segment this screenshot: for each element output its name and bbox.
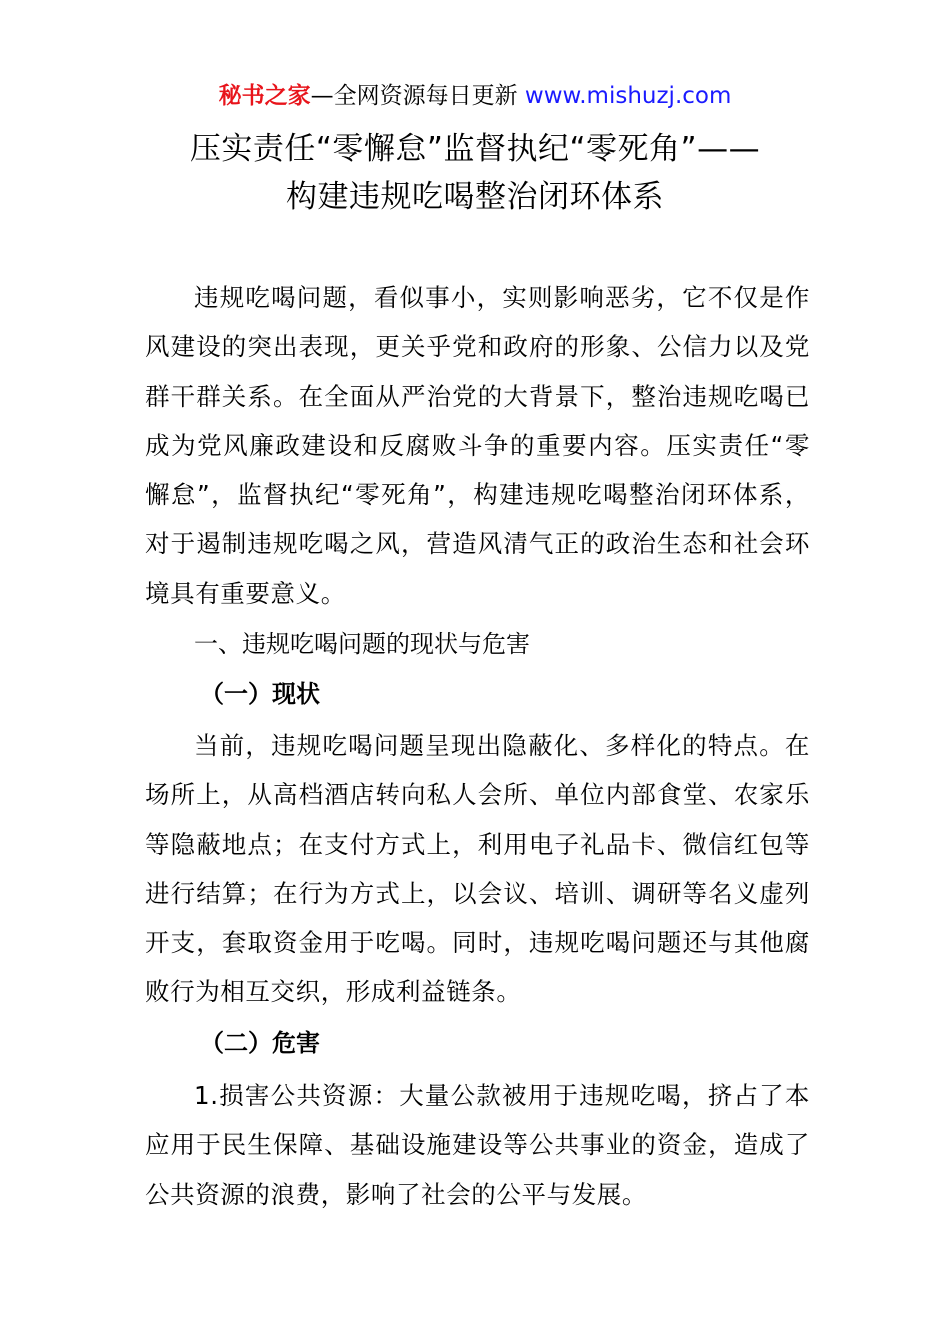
header-tagline: —全网资源每日更新 — [310, 83, 525, 109]
subsection-status-heading: （一）现状 — [200, 680, 320, 708]
document-title-line-2: 构建违规吃喝整治闭环体系 — [286, 179, 664, 215]
subsection-harm-heading: （二）危害 — [200, 1029, 320, 1057]
intro-paragraph: 违规吃喝问题，看似事小，实则影响恶劣，它不仅是作风建设的突出表现，更关乎党和政府的形象、公信力以及党群干群关系。在全面从严治党的大背景下，整治违规吃喝已成为党风廉政建设和反腐败斗争的重要内容。压实责任“零懈怠”，监督执纪“零死角”，构建违规吃喝整治闭环体系，对于遏制违规吃喝之风，营造风清气正的政治生态和社会环境具有重要意义。 — [145, 283, 810, 608]
document-title-line-1: 压实责任“零懈怠”监督执纪“零死角”—— — [189, 131, 761, 167]
status-paragraph: 当前，违规吃喝问题呈现出隐蔽化、多样化的特点。在场所上，从高档酒店转向私人会所、单位内部食堂、农家乐等隐蔽地点；在支付方式上，利用电子礼品卡、微信红包等进行结算；在行为方式上，以会议、培训、调研等名义虚列开支，套取资金用于吃喝。同时，违规吃喝问题还与其他腐败行为相互交织，形成利益链条。 — [145, 731, 810, 1007]
site-url-link[interactable]: www.mishuzj.com — [524, 83, 732, 109]
section-1-heading: 一、违规吃喝问题的现状与危害 — [194, 630, 530, 658]
harm-paragraph: 1.损害公共资源：大量公款被用于违规吃喝，挤占了本应用于民生保障、基础设施建设等公共事业的资金，造成了公共资源的浪费，影响了社会的公平与发展。 — [145, 1081, 810, 1209]
brand-name: 秘书之家 — [218, 83, 311, 109]
site-header — [0, 80, 950, 112]
